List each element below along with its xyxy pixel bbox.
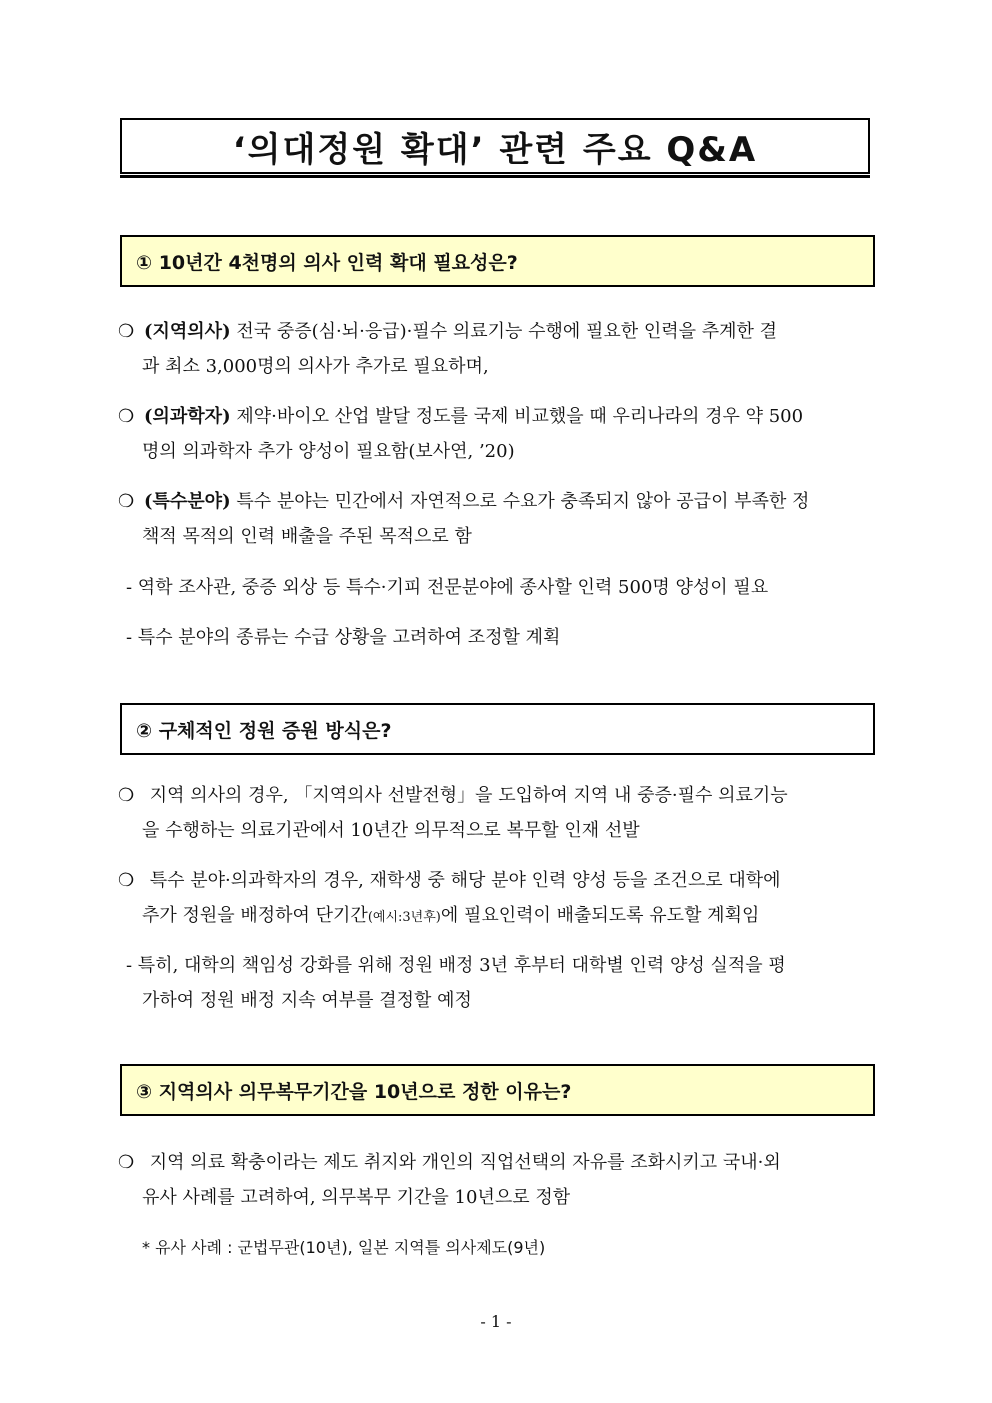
section-2-para-2 xyxy=(118,863,874,935)
sub-line-1: - 특히, 대학의 책임성 강화를 위해 정원 배정 3년 후부터 대학별 인력 양성 실적을 평 xyxy=(126,955,786,976)
para-line-2: 과 최소 3,000명의 의사가 추가로 필요하며, xyxy=(142,356,489,377)
circle-bullet-icon: ❍ xyxy=(118,321,135,342)
section-3-heading xyxy=(120,1064,875,1116)
section-3-note: * 유사 사례 : 군법무관(10년), 일본 지역틀 의사제도(9년) xyxy=(142,1238,546,1257)
section-2-sub-1 xyxy=(126,948,876,1018)
para-line-1: 지역 의료 확충이라는 제도 취지와 개인의 직업선택의 자유를 조화시키고 국내·외 xyxy=(144,1152,781,1173)
para-line-2 xyxy=(118,898,874,935)
para-line-2: 을 수행하는 의료기관에서 10년간 의무적으로 복무할 인재 선발 xyxy=(142,820,640,841)
para-term: (특수분야) xyxy=(144,491,231,512)
para-line-1: 전국 중증(심·뇌·응급)·필수 의료기능 수행에 필요한 인력을 추계한 결 xyxy=(230,321,778,342)
para-term: (지역의사) xyxy=(144,321,231,342)
para-line-2: 유사 사례를 고려하여, 의무복무 기간을 10년으로 정함 xyxy=(142,1187,571,1208)
section-1-para-2 xyxy=(118,399,874,469)
sub-line-2: 가하여 정원 배정 지속 여부를 결정할 예정 xyxy=(142,990,472,1011)
para-example-note: (예시:3년후) xyxy=(367,910,441,925)
circle-bullet-icon: ❍ xyxy=(118,406,135,427)
para-line-1: 특수 분야는 민간에서 자연적으로 수요가 충족되지 않아 공급이 부족한 정 xyxy=(230,491,810,512)
para-line-2a: 추가 정원을 배정하여 단기간 xyxy=(142,905,368,926)
section-3-para-1 xyxy=(118,1145,874,1215)
section-1-heading xyxy=(120,235,875,287)
page-number: - 1 - xyxy=(480,1312,512,1331)
para-line-2: 책적 목적의 인력 배출을 주된 목적으로 함 xyxy=(142,526,472,547)
section-3-heading-text: ③ 지역의사 의무복무기간을 10년으로 정한 이유는? xyxy=(136,1080,572,1103)
section-1-para-1 xyxy=(118,314,874,384)
para-line-2: 명의 의과학자 추가 양성이 필요함(보사연, ’20) xyxy=(142,441,515,462)
document-title-box xyxy=(120,118,870,174)
circle-bullet-icon: ❍ xyxy=(118,1152,135,1173)
para-line-2b: 에 필요인력이 배출되도록 유도할 계획임 xyxy=(440,905,760,926)
circle-bullet-icon: ❍ xyxy=(118,870,135,891)
section-2-heading xyxy=(120,703,875,755)
section-1-sub-2: - 특수 분야의 종류는 수급 상황을 고려하여 조정할 계획 xyxy=(126,627,561,648)
section-2-heading-text: ② 구체적인 정원 증원 방식은? xyxy=(136,719,392,742)
section-2-para-1 xyxy=(118,778,874,848)
para-line-1: 제약·바이오 산업 발달 정도를 국제 비교했을 때 우리나라의 경우 약 500 xyxy=(230,406,804,427)
para-term: (의과학자) xyxy=(144,406,231,427)
circle-bullet-icon: ❍ xyxy=(118,785,135,806)
circle-bullet-icon: ❍ xyxy=(118,491,135,512)
section-1-para-3 xyxy=(118,484,874,554)
document-title: ‘의대정원 확대’ 관련 주요 Q&A xyxy=(232,129,758,170)
section-1-heading-text: ① 10년간 4천명의 의사 인력 확대 필요성은? xyxy=(136,251,518,274)
para-line-1: 특수 분야·의과학자의 경우, 재학생 중 해당 분야 인력 양성 등을 조건으로 대학에 xyxy=(144,870,781,891)
section-1-sub-1: - 역학 조사관, 중증 외상 등 특수·기피 전문분야에 종사할 인력 500명 양성이 필요 xyxy=(126,577,769,598)
para-line-1: 지역 의사의 경우, 「지역의사 선발전형」을 도입하여 지역 내 중증·필수 의료기능 xyxy=(144,785,788,806)
